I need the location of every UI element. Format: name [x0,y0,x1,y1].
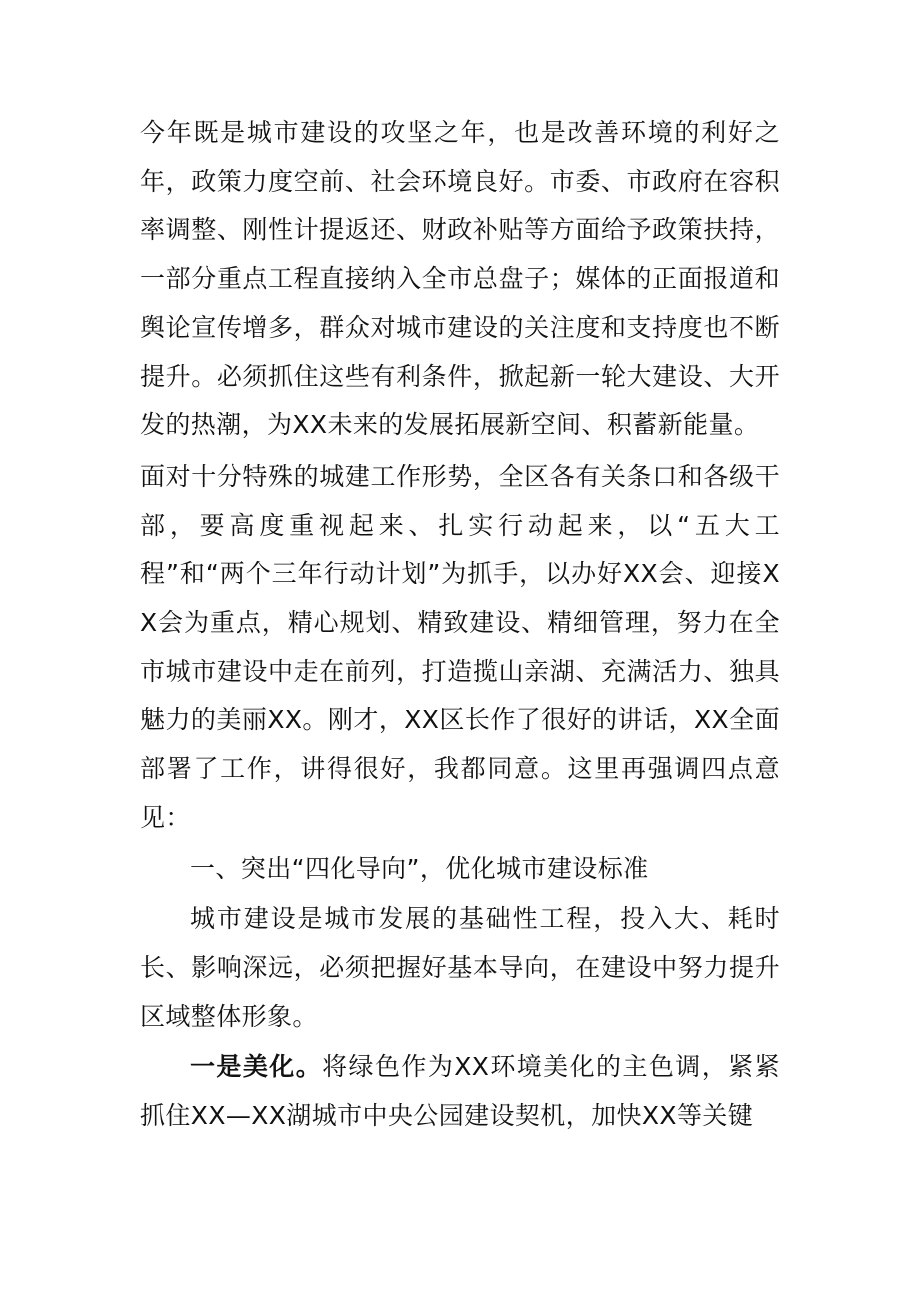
paragraph-beautification [140,1043,780,1140]
section-heading-1: 一、突出“四化导向”，优化城市建设标准 [190,853,649,883]
paragraph-beautification-text: 将绿色作为XX环境美化的主色调，紧紧抓住XX—XX湖城市中央公园建设契机，加快XX等关键 [140,1052,780,1131]
paragraph-city-construction: 城市建设是城市发展的基础性工程，投入大、耗时长、影响深远，必须把握好基本导向，在建设中努力提升区域整体形象。 [140,904,780,1031]
paragraph-work-situation: 面对十分特殊的城建工作形势，全区各有关条口和各级干部，要高度重视起来、扎实行动起来，以“五大工程”和“两个三年行动计划”为抓手，以办好XX会、迎接XX会为重点，精心规划、精致建设、精细管理，努力在全市城市建设中走在前列，打造揽山亲湖、充满活力、独具魅力的美丽XX。刚才，XX区长作了很好的讲话，XX全面部署了工作，讲得很好，我都同意。这里再强调四点意见： [140,461,780,832]
document-body [140,109,780,1141]
paragraph-lead-bold: 一是美化。 [190,1052,323,1082]
paragraph-policy-environment: 今年既是城市建设的攻坚之年，也是改善环境的利好之年，政策力度空前、社会环境良好。市委、市政府在容积率调整、刚性计提返还、财政补贴等方面给予政策扶持，一部分重点工程直接纳入全市总盘子；媒体的正面报道和舆论宣传增多，群众对城市建设的关注度和支持度也不断提升。必须抓住这些有利条件，掀起新一轮大建设、大开发的热潮，为XX未来的发展拓展新空间、积蓄新能量。 [140,118,780,440]
